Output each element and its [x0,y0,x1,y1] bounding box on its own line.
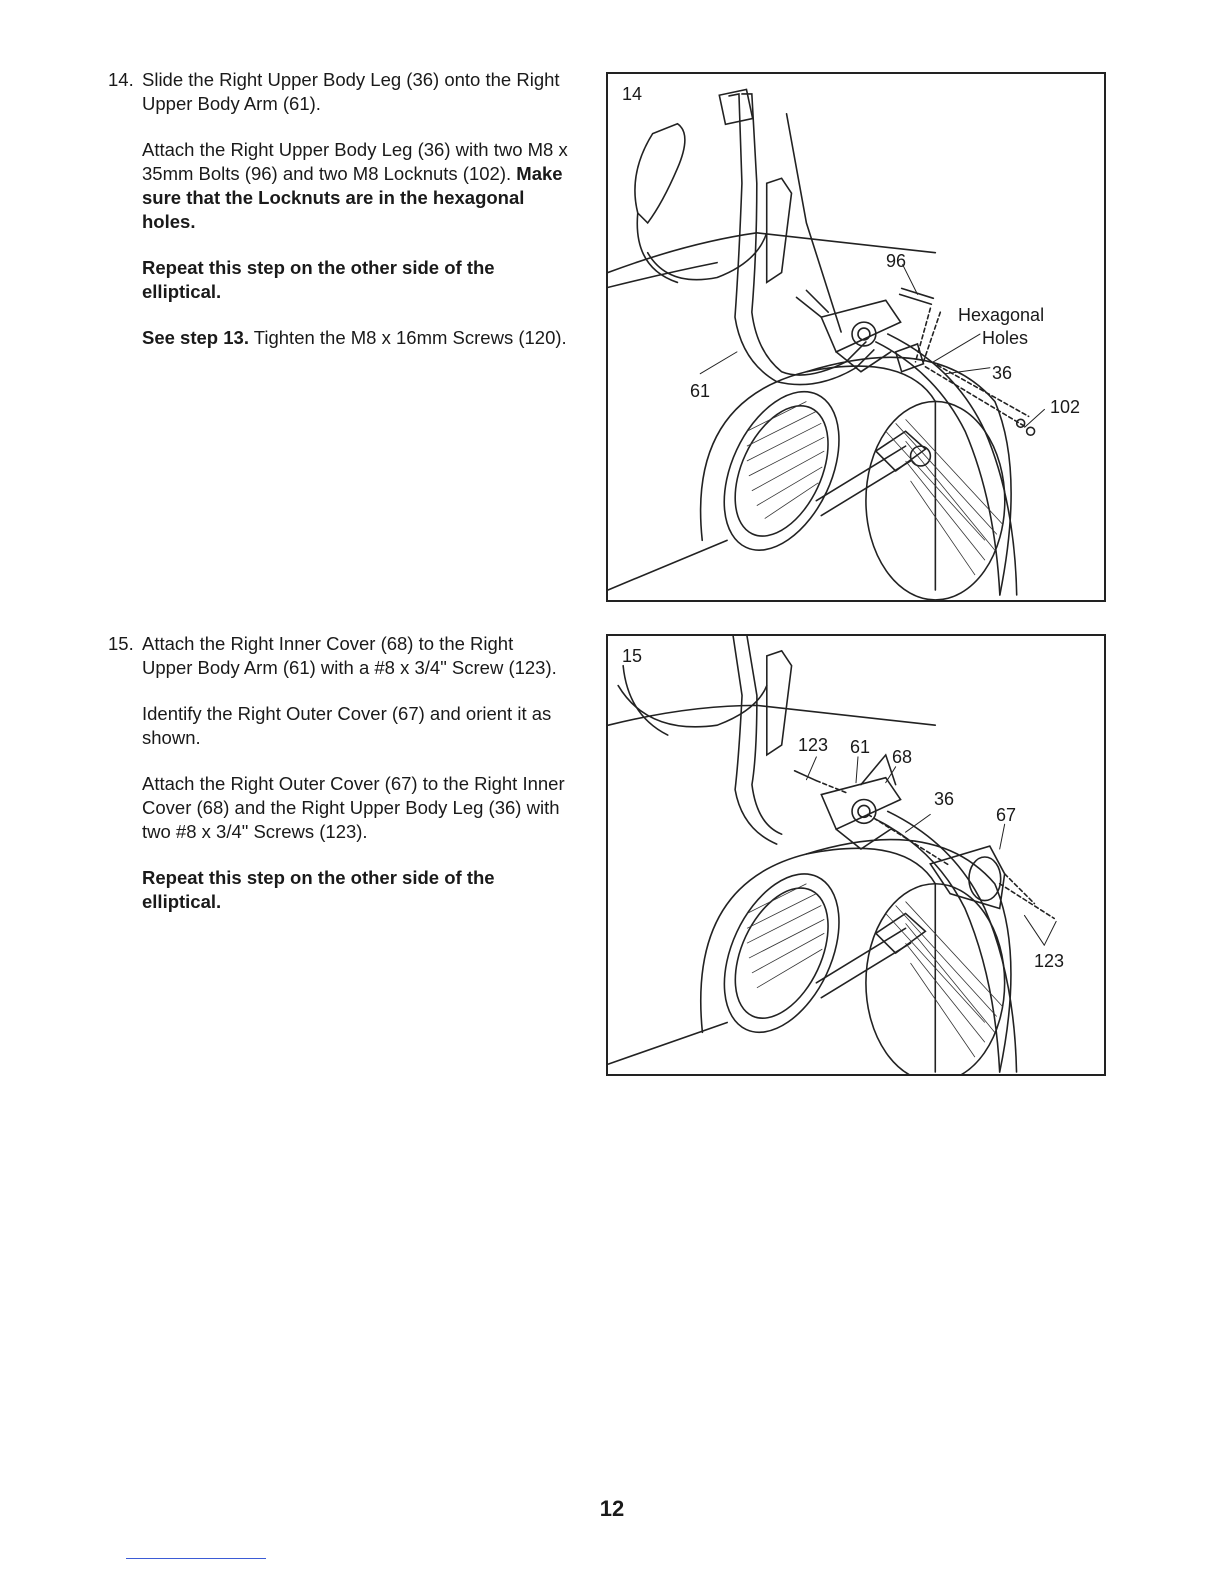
figure-15 [606,634,1106,1076]
step-number: 15. [108,633,134,654]
step-14-p2-text: Attach the Right Upper Body Leg (36) with two M8 x 35mm Bolts (96) and two M8 Locknuts (102). [142,139,568,184]
step-15-paragraph-1: Attach the Right Inner Cover (68) to the Right Upper Body Arm (61) with a #8 x 3/4" Screw (123). [142,633,557,678]
step-14-instructions [108,68,568,372]
callout-hexagonal: Hexagonal [958,305,1045,325]
figure-14 [606,72,1106,602]
step-14-paragraph-1: Slide the Right Upper Body Leg (36) onto the Right Upper Body Arm (61). [142,69,560,114]
callout-123-top: 123 [798,735,829,755]
step-14-paragraph-2 [142,138,568,234]
page-number: 12 [599,1496,625,1521]
step-15-paragraph-4 [142,866,568,914]
step-14-p4-text: Tighten the M8 x 16mm Screws (120). [248,327,567,348]
step-15-paragraph-3: Attach the Right Outer Cover (67) to the Right Inner Cover (68) and the Right Upper Body Leg (36) with two #8 x 3/4" Screws (123). [142,773,565,842]
callout-36: 36 [992,363,1013,383]
callout-96: 96 [886,251,907,271]
callout-102: 102 [1050,397,1081,417]
callout-67: 67 [996,805,1017,825]
callout-61: 61 [850,737,871,757]
callout-holes: Holes [982,328,1029,348]
step-14-repeat-note: Repeat this step on the other side of the elliptical. [142,257,495,302]
callout-123-bottom: 123 [1034,951,1065,971]
step-number: 14. [108,69,134,90]
callout-61: 61 [690,381,711,401]
figure-15-number: 15 [622,646,643,666]
callout-68: 68 [892,747,913,767]
figure-15-illustration [608,636,1104,1074]
step-14-p2-emphasis: Make sure that the Locknuts are in the hexagonal holes. [142,163,563,232]
step-14-paragraph-4 [142,326,568,350]
step-14-paragraph-3 [142,256,568,304]
footer-rule [126,1558,266,1559]
callout-36: 36 [934,789,955,809]
step-15-instructions [108,632,568,936]
figure-14-illustration [608,74,1104,600]
step-14-see-step: See step 13. [142,327,249,348]
step-15-paragraph-2: Identify the Right Outer Cover (67) and orient it as shown. [142,703,552,748]
step-15-repeat-note: Repeat this step on the other side of the elliptical. [142,867,495,912]
figure-14-number: 14 [622,84,643,104]
